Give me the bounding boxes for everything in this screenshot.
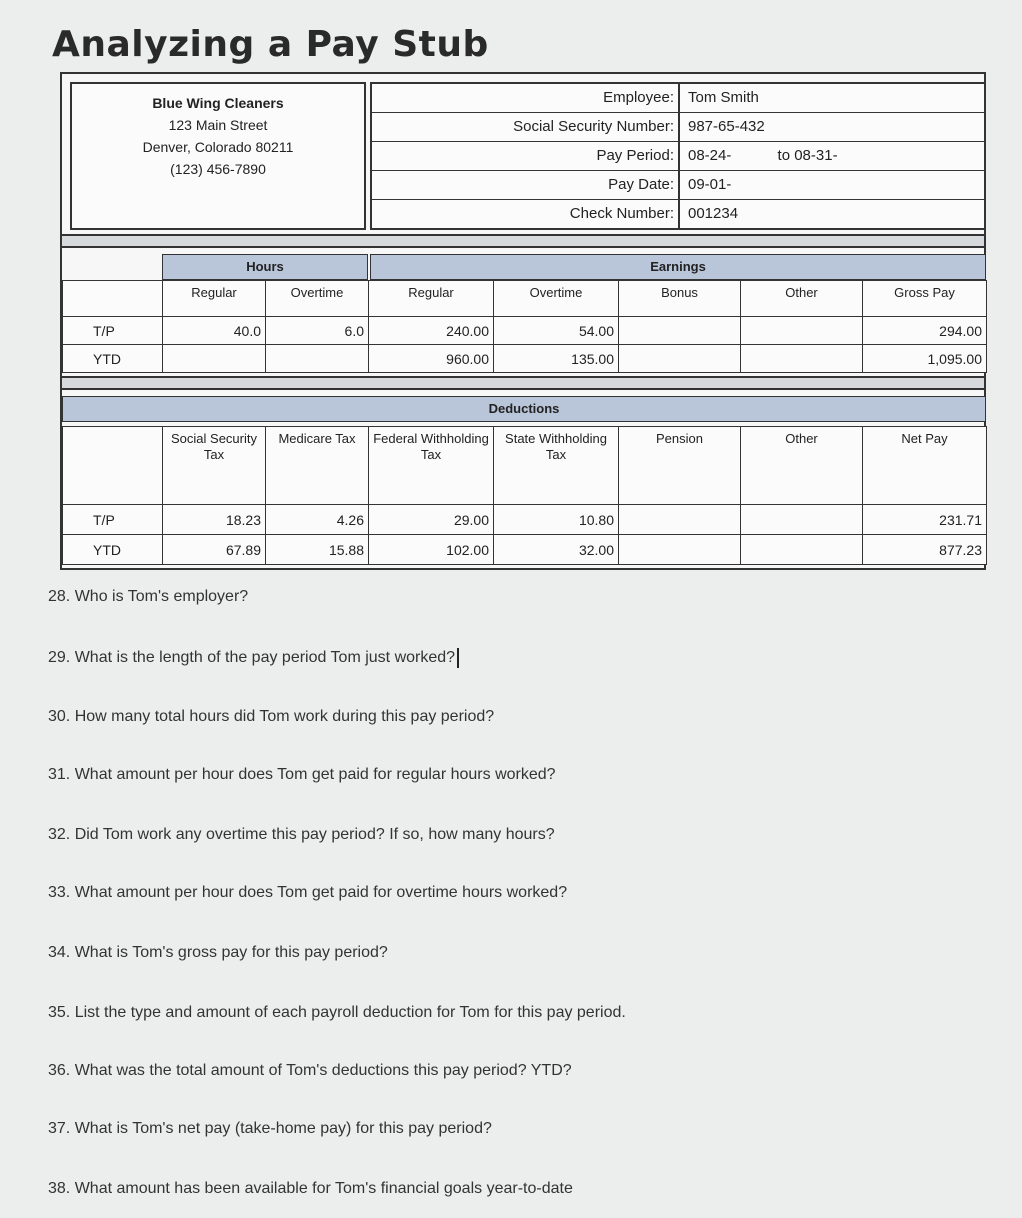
table-cell: 1,095.00 — [863, 345, 987, 373]
row-label: T/P — [63, 505, 163, 535]
table-cell — [619, 535, 741, 565]
table-cell: 135.00 — [494, 345, 619, 373]
table-cell — [163, 345, 266, 373]
page-title: Analyzing a Pay Stub — [52, 24, 489, 65]
pay-date-value: 09-01- — [678, 171, 984, 199]
table-cell: 29.00 — [369, 505, 494, 535]
col-header: Federal Withholding Tax — [369, 427, 494, 505]
table-cell — [741, 505, 863, 535]
table-cell: 18.23 — [163, 505, 266, 535]
table-cell: 67.89 — [163, 535, 266, 565]
corner-cell — [63, 427, 163, 505]
table-cell — [619, 505, 741, 535]
section-divider — [62, 234, 984, 248]
company-phone: (123) 456-7890 — [170, 161, 266, 177]
col-header: Gross Pay — [863, 281, 987, 317]
table-cell — [741, 345, 863, 373]
table-cell: 40.0 — [163, 317, 266, 345]
company-name: Blue Wing Cleaners — [152, 95, 284, 111]
col-header: Regular — [369, 281, 494, 317]
deductions-table — [62, 426, 987, 565]
deductions-header: Deductions — [62, 396, 986, 422]
col-header: Overtime — [494, 281, 619, 317]
table-cell: 32.00 — [494, 535, 619, 565]
question-item: 32. Did Tom work any overtime this pay period? If so, how many hours? — [48, 826, 555, 843]
col-header: Pension — [619, 427, 741, 505]
col-header: Social Security Tax — [163, 427, 266, 505]
corner-cell — [63, 281, 163, 317]
pay-period-value — [678, 142, 984, 170]
question-item: 30. How many total hours did Tom work during this pay period? — [48, 708, 495, 725]
employee-row — [372, 84, 984, 113]
row-label: YTD — [63, 345, 163, 373]
pay-period-label: Pay Period: — [596, 147, 674, 164]
table-cell: 54.00 — [494, 317, 619, 345]
table-cell: 102.00 — [369, 535, 494, 565]
deductions-header-row — [63, 427, 987, 505]
col-header: Medicare Tax — [266, 427, 369, 505]
question-item[interactable] — [48, 648, 459, 668]
hours-header: Hours — [162, 254, 368, 280]
pay-period-to: to 08-31- — [777, 147, 838, 164]
col-header: Bonus — [619, 281, 741, 317]
ssn-row — [372, 113, 984, 142]
pay-date-label: Pay Date: — [608, 176, 674, 193]
check-number-value: 001234 — [678, 200, 984, 229]
table-cell: 6.0 — [266, 317, 369, 345]
ssn-label: Social Security Number: — [513, 118, 674, 135]
earnings-table — [62, 280, 987, 373]
col-header: Other — [741, 427, 863, 505]
check-number-label: Check Number: — [569, 205, 674, 222]
col-header: Other — [741, 281, 863, 317]
col-header: Overtime — [266, 281, 369, 317]
question-item: 28. Who is Tom's employer? — [48, 588, 249, 605]
earnings-header-row — [63, 281, 987, 317]
pay-period-row — [372, 142, 984, 171]
table-cell: 4.26 — [266, 505, 369, 535]
question-item: 38. What amount has been available for Tom's financial goals year-to-date — [48, 1180, 573, 1197]
text-cursor — [457, 648, 459, 668]
section-divider — [62, 376, 984, 390]
table-row — [63, 345, 987, 373]
table-cell: 240.00 — [369, 317, 494, 345]
question-item: 33. What amount per hour does Tom get paid for overtime hours worked? — [48, 884, 568, 901]
pay-stub — [60, 72, 986, 570]
question-item: 34. What is Tom's gross pay for this pay period? — [48, 944, 388, 961]
employee-info — [370, 82, 986, 230]
ssn-value: 987-65-432 — [678, 113, 984, 141]
col-header: Regular — [163, 281, 266, 317]
col-header: State Withholding Tax — [494, 427, 619, 505]
table-row — [63, 535, 987, 565]
question-item: 31. What amount per hour does Tom get paid for regular hours worked? — [48, 766, 556, 783]
col-header: Net Pay — [863, 427, 987, 505]
pay-date-row — [372, 171, 984, 200]
table-cell — [619, 345, 741, 373]
table-cell: 877.23 — [863, 535, 987, 565]
earnings-header: Earnings — [370, 254, 986, 280]
table-cell — [619, 317, 741, 345]
table-cell: 10.80 — [494, 505, 619, 535]
table-cell: 231.71 — [863, 505, 987, 535]
employee-label: Employee: — [603, 89, 674, 106]
company-city: Denver, Colorado 80211 — [142, 139, 294, 155]
question-item: 37. What is Tom's net pay (take-home pay) for this pay period? — [48, 1120, 492, 1137]
table-cell: 960.00 — [369, 345, 494, 373]
row-label: YTD — [63, 535, 163, 565]
table-cell — [741, 535, 863, 565]
table-cell — [741, 317, 863, 345]
table-cell: 15.88 — [266, 535, 369, 565]
question-item: 36. What was the total amount of Tom's deductions this pay period? YTD? — [48, 1062, 572, 1079]
question-text: 29. What is the length of the pay period Tom just worked? — [48, 649, 456, 667]
check-number-row — [372, 200, 984, 229]
table-cell: 294.00 — [863, 317, 987, 345]
company-street: 123 Main Street — [168, 117, 268, 133]
table-row — [63, 317, 987, 345]
employee-value: Tom Smith — [678, 84, 984, 112]
row-label: T/P — [63, 317, 163, 345]
table-cell — [266, 345, 369, 373]
company-block — [70, 82, 366, 230]
table-row — [63, 505, 987, 535]
pay-period-from: 08-24- — [688, 147, 732, 164]
question-item: 35. List the type and amount of each payroll deduction for Tom for this pay period. — [48, 1004, 626, 1021]
